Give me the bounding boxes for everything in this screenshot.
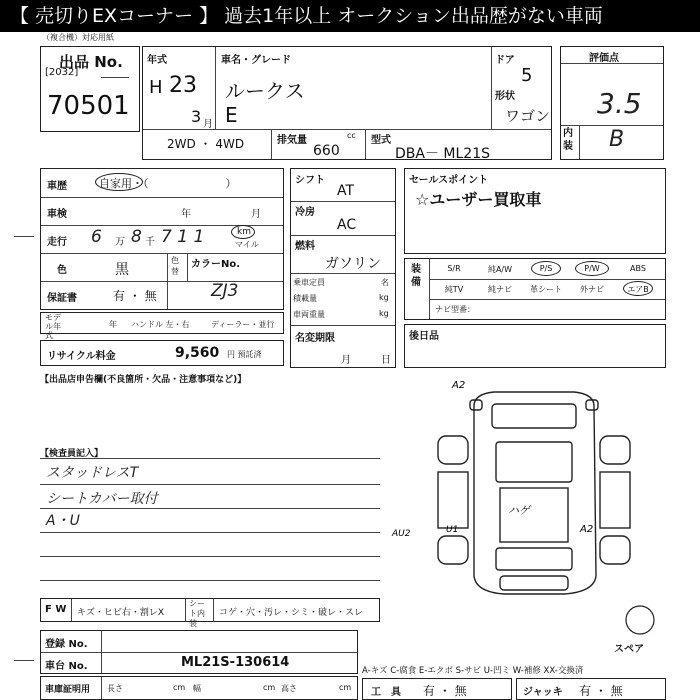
cert-width-unit: cm <box>263 683 276 692</box>
diag-label-u1: U1 <box>446 525 459 535</box>
rear-items-box <box>404 324 666 368</box>
fuel-label: 燃料 <box>295 241 315 252</box>
year-label: 年式 <box>147 55 167 66</box>
sales-point-label: セールスポイント <box>409 175 489 186</box>
drive-type: 2WD ・ 4WD <box>167 137 245 151</box>
recycle-amount: 9,560 <box>175 345 220 361</box>
capacity-seats-unit: 名 <box>381 278 389 287</box>
equip-ext-navi: 外ナビ <box>580 285 604 294</box>
sales-point-value: ☆ユーザー買取車 <box>415 190 542 209</box>
seat-label: シート内装 <box>189 599 205 628</box>
color-code: ZJ3 <box>211 281 239 301</box>
lot-label: 出品 No. <box>59 53 123 71</box>
lot-small-id: [2032] <box>45 67 79 78</box>
equip-abs: ABS <box>630 264 646 273</box>
sales-point-box <box>404 168 666 254</box>
diag-label-left: AU2 <box>392 529 411 539</box>
interior-label: 内装 <box>563 128 573 152</box>
history-label: 車歴 <box>47 181 67 192</box>
dealer-type: ディーラー・並行 <box>211 320 275 329</box>
mileage-sen: 8 <box>131 227 142 247</box>
name-change-day: 日 <box>381 355 391 366</box>
inspector-line-2: シートカバー取付 <box>46 491 158 507</box>
month-unit: 月 <box>203 119 213 130</box>
damage-legend: A-キズ C-腐食 E-エクボ S-サビ U-凹ミ W-補修 XX-交換済 <box>362 666 584 676</box>
registration-box <box>40 630 358 674</box>
recycle-label: リサイクル料金 <box>47 351 116 362</box>
model-label: 型式 <box>371 135 391 146</box>
mileage-man-unit: 万 <box>115 237 125 248</box>
history-circle <box>95 173 143 191</box>
frame-no-label: 車台 No. <box>45 661 88 672</box>
cert-height-unit: cm <box>339 683 352 692</box>
front-right-wheel <box>600 436 630 464</box>
inspector-heading: 【検査員記入】 <box>40 449 104 459</box>
color-label: 色 <box>57 265 67 276</box>
color-code-label: カラーNo. <box>191 259 241 270</box>
rear-right-wheel <box>600 536 630 564</box>
right-side-doors <box>600 472 630 528</box>
reg-no-label: 登録 No. <box>45 639 88 650</box>
model-year-row <box>40 312 284 340</box>
inspection-year-unit: 年 <box>181 209 191 220</box>
rating-score: 3.5 <box>597 87 642 120</box>
name-change-label: 名変期限 <box>295 333 335 344</box>
equip-alloy-wheel: 純A/W <box>487 265 513 274</box>
tools-row <box>362 678 512 700</box>
mileage-unit-mile: マイル <box>235 240 259 249</box>
mileage-label: 走行 <box>47 237 67 248</box>
rating-label: 評価点 <box>589 53 619 64</box>
car-shape: ワゴン <box>505 107 551 125</box>
equip-tv: 純TV <box>444 285 464 294</box>
diag-label-hage: ハゲ <box>508 504 530 517</box>
warranty-label: 保証書 <box>47 293 77 304</box>
inspection-label: 車検 <box>47 209 67 220</box>
displacement-value: 660 <box>313 143 340 159</box>
color-change-label: 色替 <box>171 256 179 276</box>
car-hood <box>492 404 576 428</box>
vehicle-block <box>142 46 552 160</box>
rear-bumper <box>500 576 568 590</box>
equipment-box <box>404 258 666 320</box>
diag-label-top: A2 <box>452 380 466 391</box>
displacement-label: 排気量 <box>277 135 307 146</box>
spare-label: スペア <box>614 644 644 655</box>
lot-number: 70501 <box>47 91 130 121</box>
color-value: 黒 <box>115 262 129 278</box>
shift-value: AT <box>337 183 355 199</box>
mileage-unit-circle <box>231 225 255 239</box>
capacity-weight-unit: kg <box>379 309 389 318</box>
mileage-unit-km: km <box>237 227 251 237</box>
car-windshield <box>496 442 572 482</box>
equip-navi: 純ナビ <box>488 285 512 294</box>
equipment-label: 装備 <box>411 264 421 288</box>
recycle-unit: 円 預託済 <box>227 350 262 359</box>
margin-mark-bottom <box>14 660 34 661</box>
handle-side: ハンドル 左・右 <box>131 320 190 329</box>
fw-row <box>40 598 380 628</box>
equip-power-steering: P/S <box>539 264 553 273</box>
inspector-line-3: A・U <box>46 513 80 529</box>
cert-height-label: 高さ <box>281 684 297 693</box>
car-damage-diagram <box>392 376 674 600</box>
year-era: H <box>149 77 163 98</box>
capacity-load-unit: kg <box>379 293 389 302</box>
recycle-row <box>40 340 284 366</box>
jack-label: ジャッキ <box>523 687 563 698</box>
fuel-value: ガソリン <box>325 256 381 272</box>
paper-note: （複合機）対応用紙 <box>42 33 114 42</box>
rear-left-wheel <box>438 536 468 564</box>
frame-number: ML21S-130614 <box>181 655 290 670</box>
shift-label: シフト <box>295 175 325 186</box>
mileage-sen-unit: 千 <box>145 237 155 248</box>
door-label: ドア <box>495 55 515 66</box>
month-value: 3 <box>191 107 202 126</box>
fw-items: キズ・ヒビ右・割レX <box>77 608 164 618</box>
ac-label: 冷房 <box>295 207 315 218</box>
mid-column <box>290 168 396 368</box>
seller-note-heading: 【出品店申告欄(不良箇所・欠品・注意事項など)】 <box>40 375 247 385</box>
equip-navi-model: ナビ型番： <box>435 305 475 314</box>
header-banner: 【 売切りEXコーナー 】 過去1年以上 オークション出品歴がない車両 <box>0 0 700 32</box>
capacity-weight-label: 車両重量 <box>293 310 325 319</box>
interior-score: B <box>609 127 625 152</box>
model-year-unit: 年 <box>109 320 117 329</box>
ac-value: AC <box>337 217 357 233</box>
year-value: 23 <box>169 73 197 98</box>
margin-mark-top <box>14 236 34 237</box>
left-mirror-front <box>470 400 482 410</box>
detail-table <box>40 168 284 310</box>
car-name: ルークス <box>225 79 305 103</box>
equip-ps-circle <box>531 261 561 276</box>
equip-leather: 革シート <box>530 285 562 294</box>
cert-length-unit: cm <box>173 683 186 692</box>
equip-airbag-circle <box>623 281 653 296</box>
jack-row <box>516 678 666 700</box>
inspector-line-1: スタッドレスT <box>46 465 139 481</box>
lot-box <box>40 46 140 132</box>
equip-power-window: P/W <box>584 264 600 273</box>
car-rear-window <box>496 548 572 570</box>
front-left-wheel <box>438 436 468 464</box>
name-label: 車名・グレード <box>221 55 291 66</box>
fw-label: F W <box>45 604 67 615</box>
seat-items: コゲ・穴・汚レ・シミ・破レ・スレ <box>219 608 364 618</box>
tools-label: 工 具 <box>371 687 401 698</box>
capacity-seats-label: 乗車定員 <box>293 278 325 287</box>
diag-label-right: A2 <box>580 524 594 535</box>
inspection-month-unit: 月 <box>251 209 261 220</box>
mileage-rest: 7 1 1 <box>161 227 205 247</box>
door-count: 5 <box>521 65 533 86</box>
cert-length-label: 長さ <box>107 684 123 693</box>
rear-items-label: 後日品 <box>409 331 439 342</box>
garage-cert-row <box>40 676 358 700</box>
spare-tire-circle <box>626 606 654 634</box>
left-side-doors <box>438 472 468 528</box>
equip-airbag: エアB <box>627 285 649 294</box>
cert-width-label: 幅 <box>193 684 201 693</box>
model-code: DBA－ ML21S <box>395 146 490 162</box>
garage-cert-label: 車庫証明用 <box>45 685 91 695</box>
history-value: 自家用・（ ） <box>99 177 237 190</box>
shape-label: 形状 <box>495 91 515 102</box>
right-mirror-front <box>586 400 598 410</box>
jack-value: 有 ・ 無 <box>579 684 623 698</box>
equip-sunroof: S/R <box>447 264 461 273</box>
model-year-label: モデル年式 <box>45 313 61 340</box>
name-change-month: 月 <box>341 355 351 366</box>
equip-pw-circle <box>575 261 609 276</box>
tools-value: 有 ・ 無 <box>423 684 467 698</box>
cc-unit: cc <box>347 131 356 140</box>
capacity-load-label: 積載量 <box>293 294 317 303</box>
car-grade: E <box>225 103 238 127</box>
mileage-man: 6 <box>91 227 102 247</box>
warranty-value: 有 ・ 無 <box>113 289 157 303</box>
rating-block <box>560 46 664 160</box>
